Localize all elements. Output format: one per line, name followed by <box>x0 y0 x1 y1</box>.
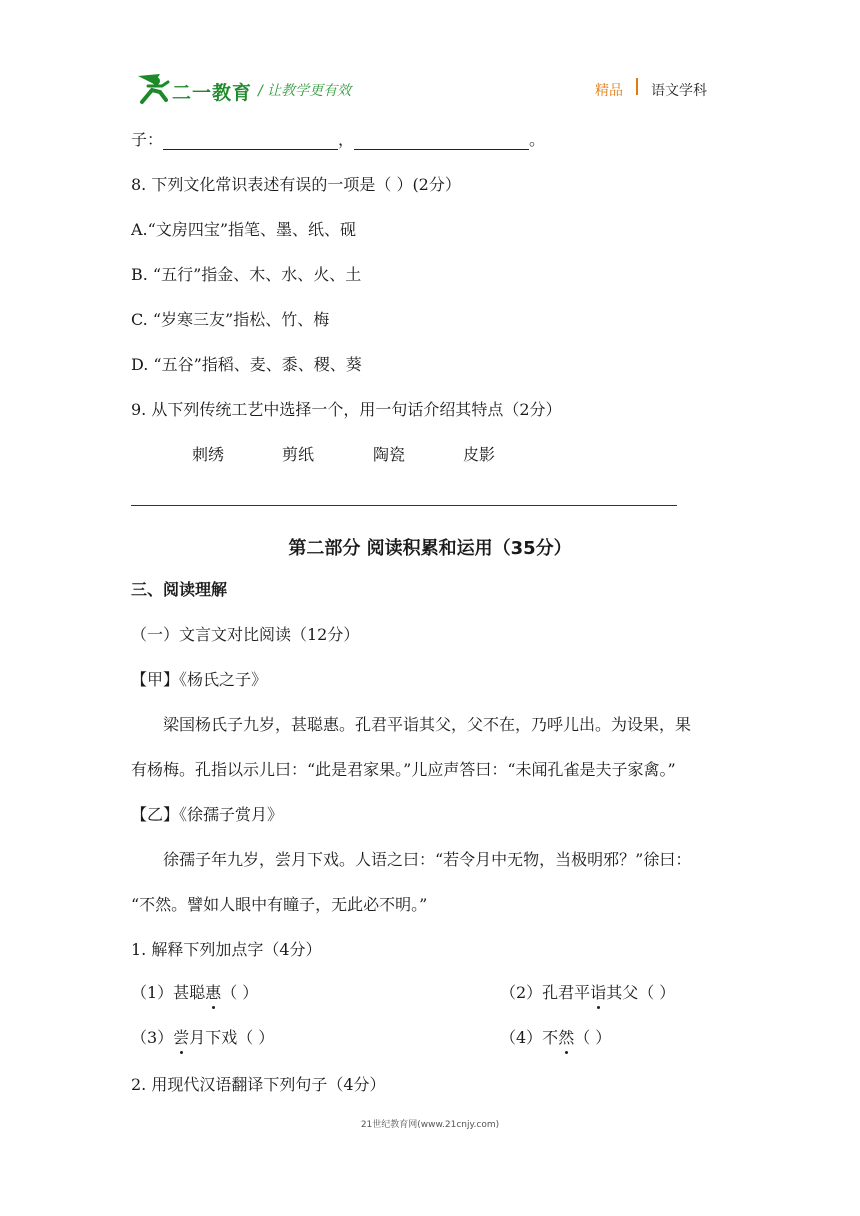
page-footer: 21世纪教育网(www.21cnjy.com) <box>360 1120 500 1130</box>
q7-answer-line <box>131 130 545 150</box>
q7-prefix: 子： <box>131 130 164 149</box>
passage-jia-title: 【甲】《杨氏之子》 <box>131 670 268 689</box>
q2-stem: 2. 用现代汉语翻译下列句子（4分） <box>131 1075 386 1094</box>
passage-yi-title: 【乙】《徐孺子赏月》 <box>131 805 284 824</box>
dotted-char: 惠 <box>205 983 222 1002</box>
q1-stem: 1. 解释下列加点字（4分） <box>131 940 322 959</box>
q1-item-1-pre: （1）甚聪 <box>131 983 206 1002</box>
q8-option-a: A.“文房四宝”指笔、墨、纸、砚 <box>131 220 357 239</box>
passage-jia-line-2: 有杨梅。孔指以示儿曰：“此是君家果。”儿应声答曰：“未闻孔雀是夫子家禽。” <box>131 760 676 779</box>
passage-jia-line-1: 梁国杨氏子九岁，甚聪惠。孔君平诣其父，父不在，乃呼儿出。为设果，果 <box>163 715 692 734</box>
q1-item-1-blank: （ ） <box>221 983 259 1002</box>
answer-line[interactable] <box>131 505 677 506</box>
q1-item-2-pre: （2）孔君平 <box>500 983 591 1002</box>
q1-item-3-pre: （3） <box>131 1028 174 1047</box>
quality-badge: 精品 <box>595 83 623 99</box>
answer-blank-2[interactable] <box>354 133 529 150</box>
logo-text: 二一教育 <box>172 82 253 104</box>
section-heading: 三、阅读理解 <box>131 580 228 599</box>
craft-item: 皮影 <box>463 445 496 464</box>
q1-item-4-pre: （4）不 <box>500 1028 559 1047</box>
craft-item: 陶瓷 <box>373 445 406 464</box>
craft-item: 刺绣 <box>192 445 225 464</box>
q8-option-b: B. “五行”指金、木、水、火、土 <box>131 265 362 284</box>
q1-item-2 <box>500 983 675 1003</box>
q1-item-3 <box>131 1028 274 1048</box>
q8-stem: 8. 下列文化常识表述有误的一项是（ ）(2分） <box>131 175 461 194</box>
part-title: 第二部分 阅读积累和运用（35分） <box>288 538 572 559</box>
passage-yi-line-2: “不然。譬如人眼中有瞳子，无此必不明。” <box>131 895 428 914</box>
q8-option-c: C. “岁寒三友”指松、竹、梅 <box>131 310 330 329</box>
craft-item: 剪纸 <box>282 445 315 464</box>
q1-item-1 <box>131 983 258 1003</box>
answer-blank-1[interactable] <box>163 133 338 150</box>
q1-item-4 <box>500 1028 611 1048</box>
q1-item-2-blank: 其父（ ） <box>606 983 676 1002</box>
header-slogan: / 让教学更有效 <box>258 83 352 99</box>
passage-yi-line-1: 徐孺子年九岁，尝月下戏。人语之曰：“若令月中无物，当极明邪？”徐曰： <box>163 850 692 869</box>
dotted-char: 尝 <box>173 1028 190 1047</box>
q9-stem: 9. 从下列传统工艺中选择一个，用一句话介绍其特点（2分） <box>131 400 562 419</box>
header-separator <box>636 78 638 95</box>
q7-period: 。 <box>529 130 546 149</box>
dotted-char: 然 <box>558 1028 575 1047</box>
q8-option-d: D. “五谷”指稻、麦、黍、稷、葵 <box>131 355 362 374</box>
subsection-heading: （一）文言文对比阅读（12分） <box>131 625 360 644</box>
q1-item-4-blank: （ ） <box>574 1028 612 1047</box>
dotted-char: 诣 <box>590 983 607 1002</box>
q1-item-3-blank: 月下戏（ ） <box>189 1028 275 1047</box>
q7-comma: ， <box>338 130 355 149</box>
subject-label: 语文学科 <box>651 83 707 99</box>
